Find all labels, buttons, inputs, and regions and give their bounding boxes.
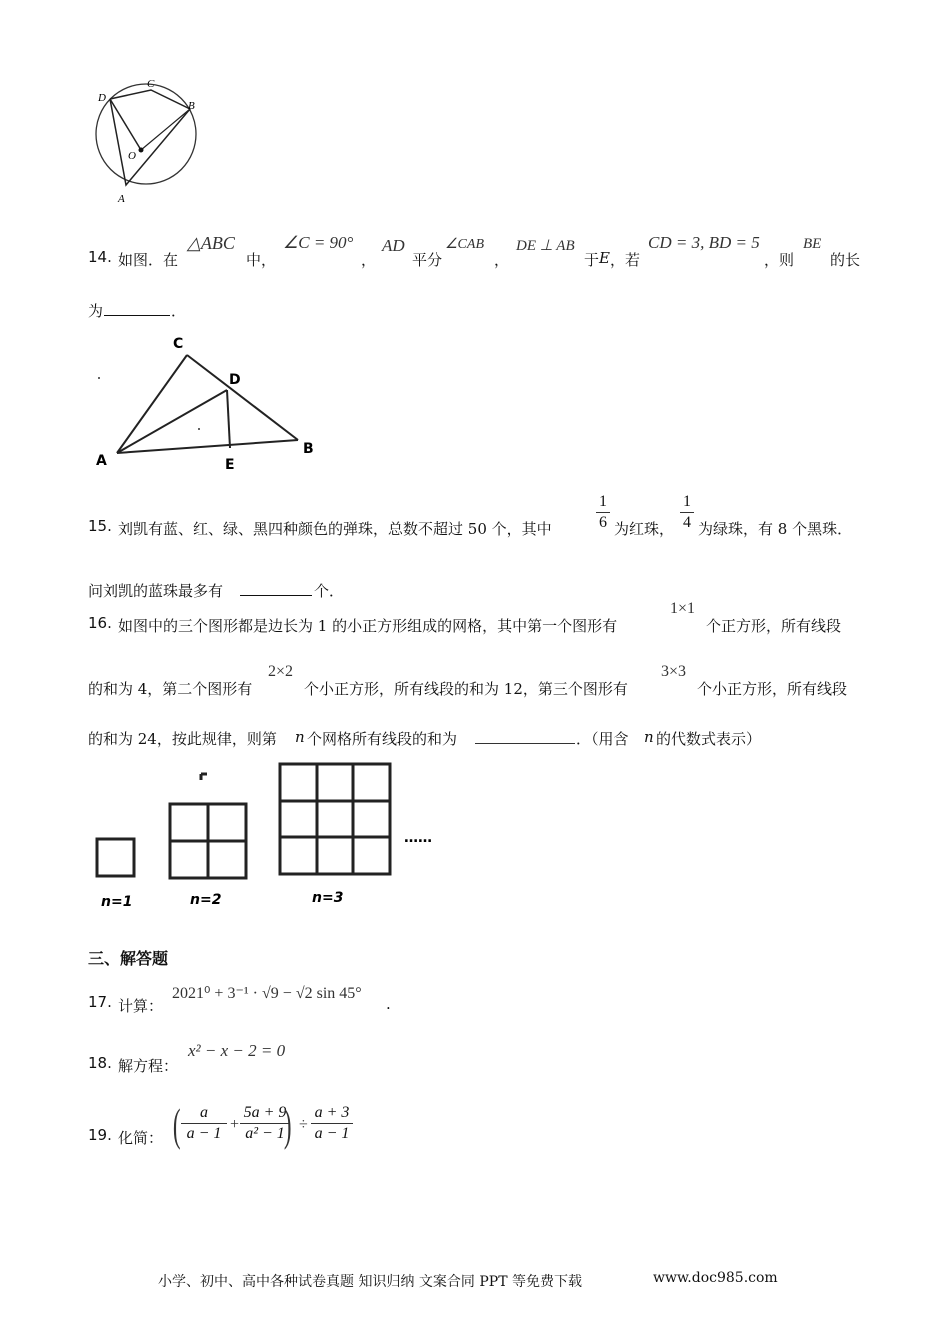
q17-text: . (386, 995, 391, 1013)
question-number: 19. (88, 1126, 112, 1144)
q19-text: 化简： (118, 1129, 164, 1147)
q14-text: 于 (584, 251, 600, 269)
q14-text: ，则 (764, 251, 795, 269)
math-angle-c: ∠C = 90° (283, 233, 354, 252)
q16-text: ．（用含 (576, 730, 629, 748)
label-b: B (303, 441, 314, 457)
left-paren: ( (172, 1099, 181, 1150)
math-expression: 2021⁰ + 3⁻¹ · √9 − √2 sin 45° (172, 985, 362, 1002)
question-number: 15. (88, 517, 112, 535)
label-a: A (118, 193, 125, 205)
q15-text: 为绿珠，有 8 个黑珠． (698, 520, 853, 538)
q18-text: 解方程： (118, 1057, 179, 1075)
numerator: 1 (599, 493, 607, 510)
answer-blank (240, 581, 312, 596)
label-n3: n=3 (312, 890, 344, 906)
question-number: 14. (88, 248, 112, 266)
q16-text: 如图中的三个图形都是边长为 1 的小正方形组成的网格，其中第一个图形有 (118, 617, 618, 635)
grid-n1 (97, 839, 134, 876)
answer-blank (475, 729, 575, 744)
fraction-2 (240, 1104, 290, 1143)
q16-text: 的和为 24，按此规律，则第 (88, 730, 277, 748)
footer-link[interactable]: www.doc985.com (653, 1270, 778, 1286)
math-triangle-abc: △ABC (187, 233, 235, 253)
math-de-perp-ab: DE ⊥ AB (516, 238, 575, 254)
triangle-figure (90, 328, 330, 476)
fraction-one-sixth (596, 493, 610, 532)
center-dot (139, 148, 144, 153)
q17-text: 计算： (118, 997, 164, 1015)
q14-text: ． (171, 302, 187, 320)
q14-text: ， (361, 251, 377, 269)
label-b: B (188, 100, 195, 112)
numerator: 1 (683, 493, 691, 510)
denominator: 4 (683, 514, 691, 531)
q14-text: 的长 (830, 251, 861, 269)
dots: …… (404, 830, 432, 846)
answer-blank (104, 301, 170, 316)
plus-sign: + (230, 1116, 240, 1133)
label-c: C (173, 336, 184, 352)
q15-text: 为红珠， (614, 520, 675, 538)
math-1x1: 1×1 (670, 600, 696, 617)
label-a: A (96, 453, 107, 469)
q15-text: 问刘凯的蓝珠最多有 (88, 582, 224, 600)
q14-text: 中， (246, 251, 277, 269)
q16-text: 个小正方形，所有线段 (697, 680, 848, 698)
q16-text: 个正方形，所有线段 (706, 617, 842, 635)
question-number: 18. (88, 1054, 112, 1072)
fraction-3 (311, 1104, 353, 1143)
right-paren: ) (283, 1099, 292, 1150)
label-n1: n=1 (101, 894, 133, 910)
q16-text: 的和为 4，第二个图形有 (88, 680, 253, 698)
q16-text: n (295, 728, 305, 746)
label-d: D (229, 372, 241, 388)
label-c: C (147, 78, 155, 90)
numerator: a + 3 (314, 1104, 350, 1121)
q14-text: ， (494, 251, 510, 269)
q14-text: 为 (88, 302, 104, 320)
math-3x3: 3×3 (661, 663, 687, 680)
question-number: 17. (88, 993, 112, 1011)
numerator: a (200, 1104, 208, 1121)
denominator: a − 1 (314, 1125, 350, 1142)
grid-n3 (280, 764, 390, 874)
divide-sign: ÷ (299, 1116, 308, 1133)
q16-text: 个小正方形，所有线段的和为 12，第三个图形有 (304, 680, 628, 698)
math-cd-bd: CD = 3, BD = 5 (648, 233, 760, 252)
q14-text: E (599, 249, 610, 267)
footer-text: 小学、初中、高中各种试卷真题 知识归纳 文案合同 PPT 等免费下载 (158, 1274, 582, 1290)
q14-text: 如图．在 (118, 251, 179, 269)
denominator: a² − 1 (245, 1125, 285, 1142)
denominator: a − 1 (186, 1125, 222, 1142)
q15-text: 刘凯有蓝、红、绿、黑四种颜色的弹珠，总数不超过 50 个，其中 (118, 520, 552, 538)
section-heading: 三、解答题 (88, 949, 169, 968)
label-o: O (128, 150, 136, 162)
label-e: E (225, 457, 235, 473)
math-2x2: 2×2 (268, 663, 294, 680)
denominator: 6 (599, 514, 607, 531)
q14-text: ，若 (610, 251, 641, 269)
math-angle-cab: ∠CAB (445, 237, 484, 252)
grid-figure (88, 760, 468, 915)
quadrilateral-lines (110, 90, 190, 185)
question-number: 16. (88, 614, 112, 632)
math-be: BE (803, 236, 822, 252)
math-equation: x² − x − 2 = 0 (188, 1041, 286, 1060)
q16-text: n (644, 728, 654, 746)
math-ad: AD (382, 236, 405, 255)
q16-text: 的代数式表示） (656, 730, 762, 748)
circle-figure (88, 72, 208, 212)
label-n2: n=2 (190, 892, 222, 908)
q15-text: 个． (314, 582, 345, 600)
q16-text: 个网格所有线段的和为 (307, 730, 458, 748)
fraction-1 (181, 1104, 227, 1143)
numerator: 5a + 9 (243, 1104, 287, 1121)
label-d: D (98, 92, 106, 104)
fraction-one-quarter (680, 493, 694, 532)
grid-n2 (170, 804, 246, 878)
q14-text: 平分 (412, 251, 443, 269)
